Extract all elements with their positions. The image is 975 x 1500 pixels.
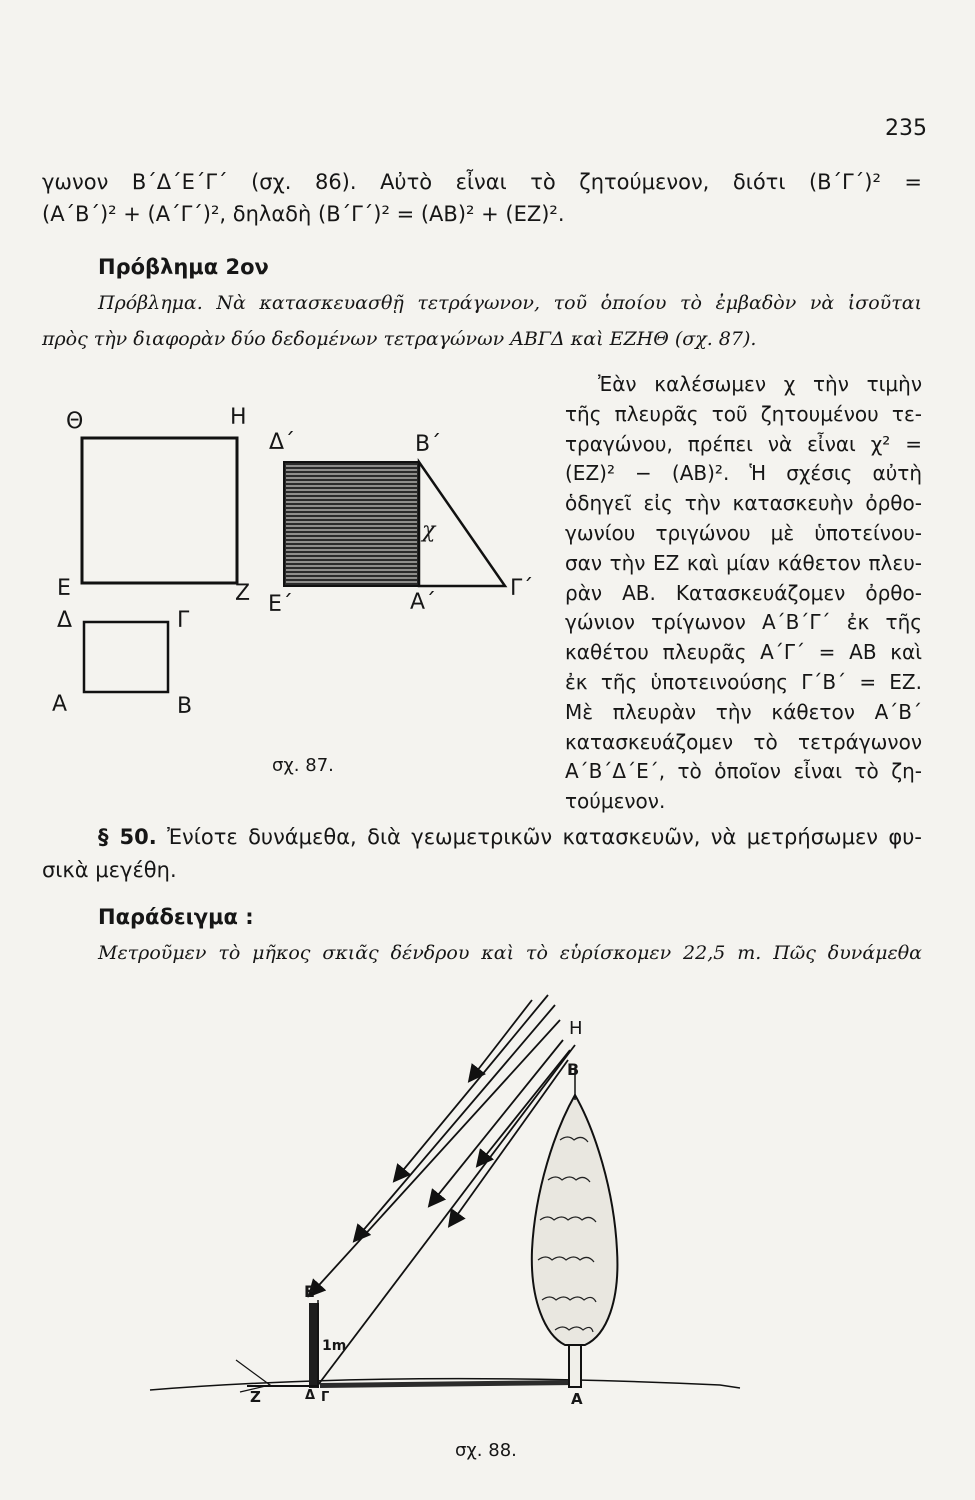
intro-line-2: (Α΄Β΄)² + (Α΄Γ΄)², δηλαδὴ (Β΄Γ΄)² = (ΑΒ)² + (ΕΖ)². (42, 202, 565, 226)
fig88-label-zeta: Ζ (250, 1388, 261, 1406)
tree-crown (532, 1095, 618, 1345)
problem-statement-line-1: Πρόβλημα. Νὰ κατασκευασθῇ τετράγωνον, τοῦ ὁποίου τὸ ἐμβαδὸν νὰ ἰσοῦται (98, 292, 922, 314)
tree-shadow (320, 1380, 575, 1388)
fig87-label-gamma: Γ (177, 608, 190, 633)
solution-line: Ἐὰν καλέσωμεν χ τὴν τιμὴν (598, 372, 922, 396)
fig87-label-alpha-prime: Α΄ (410, 590, 437, 615)
fig87-label-beta: Β (177, 694, 193, 719)
fig87-label-epsilon-prime: Ε΄ (268, 592, 293, 617)
problem-heading: Πρόβλημα 2ον (98, 255, 269, 279)
fig87-label-theta: Θ (66, 409, 84, 434)
fig87-label-beta-prime: Β΄ (415, 432, 442, 457)
fig88-label-eta: Η (569, 1018, 583, 1039)
example-heading: Παράδειγμα : (98, 905, 254, 929)
fig87-label-delta-prime: Δ΄ (269, 430, 296, 455)
fig88-caption: σχ. 88. (455, 1440, 517, 1461)
solution-line: γώνιον τρίγωνον Α΄Β΄Γ΄ ἐκ τῆς (565, 610, 922, 635)
solution-line: Μὲ πλευρὰν τὴν κάθετον Α΄Β΄ (565, 699, 922, 724)
solution-line: γωνίου τριγώνου μὲ ὑποτείνου- (565, 521, 922, 545)
fig87-label-x: χ (422, 518, 436, 543)
solution-line: Α΄Β΄Δ΄Ε΄, τὸ ὁποῖον εἶναι τὸ ζη- (565, 759, 922, 784)
sun-rays (310, 995, 575, 1385)
fig87-label-epsilon: Ε (57, 576, 71, 601)
solution-line: (ΕΖ)² − (ΑΒ)². Ἡ σχέσις αὐτὴ (565, 461, 922, 486)
solution-line: σαν τὴν ΕΖ καὶ μίαν κάθετον πλευ- (565, 550, 922, 575)
solution-line: κατασκευάζομεν τὸ τετράγωνον (565, 729, 922, 754)
fig87-label-gamma-prime: Γ΄ (510, 576, 534, 601)
page-number: 235 (885, 116, 927, 141)
example-text: Μετροῦμεν τὸ μῆκος σκιᾶς δένδρου καὶ τὸ εὑρίσκομεν 22,5 m. Πῶς δυνάμεθα (98, 942, 922, 964)
section-50-number: § 50. (98, 825, 157, 849)
fig87-caption: σχ. 87. (272, 755, 334, 776)
fig88-label-beta: Β (567, 1060, 580, 1079)
intro-line-1: γωνον Β΄Δ΄Ε΄Γ΄ (σχ. 86). Αὐτὸ εἶναι τὸ ζητούμενον, διότι (Β΄Γ΄)² = (42, 170, 922, 194)
solution-line: τούμενον. (565, 789, 666, 814)
solution-line: ὁδηγεῖ εἰς τὴν κατασκευὴν ὀρθο- (565, 491, 922, 516)
fig88-label-alpha: Α (571, 1390, 583, 1408)
fig88-label-measure: 1m (322, 1338, 347, 1354)
fig87-label-eta: Η (230, 405, 247, 430)
solution-line: καθέτου πλευρᾶς Α΄Γ΄ = ΑΒ καὶ (565, 640, 922, 665)
fig87-label-delta: Δ (57, 608, 73, 633)
fig88-label-epsilon: Ε (304, 1282, 315, 1301)
solution-line: τραγώνου, πρέπει νὰ εἶναι χ² = (565, 431, 922, 456)
tree-trunk (569, 1345, 581, 1387)
fig87-label-alpha: Α (52, 692, 68, 717)
fig88-label-gamma: Γ (321, 1390, 330, 1405)
section-50-text: Ἐνίοτε δυνάμεθα, διὰ γεωμετρικῶν κατασκευῶν, νὰ μετρήσωμεν φυ- (167, 825, 922, 849)
fig87-label-zeta: Ζ (235, 581, 251, 606)
solution-line: ἐκ τῆς ὑποτεινούσης Γ΄Β΄ = ΕΖ. (565, 670, 922, 694)
section-50-line-2: σικὰ μεγέθη. (42, 858, 177, 882)
solution-line: τῆς πλευρᾶς τοῦ ζητουμένου τε- (565, 401, 922, 426)
solution-line: ρὰν ΑΒ. Κατασκευάζομεν ὀρθο- (565, 580, 922, 605)
fig88-label-delta: Δ (305, 1388, 316, 1403)
problem-statement-line-2: πρὸς τὴν διαφορὰν δύο δεδομένων τετραγώνων ΑΒΓΔ καὶ ΕΖΗΘ (σχ. 87). (42, 328, 757, 350)
